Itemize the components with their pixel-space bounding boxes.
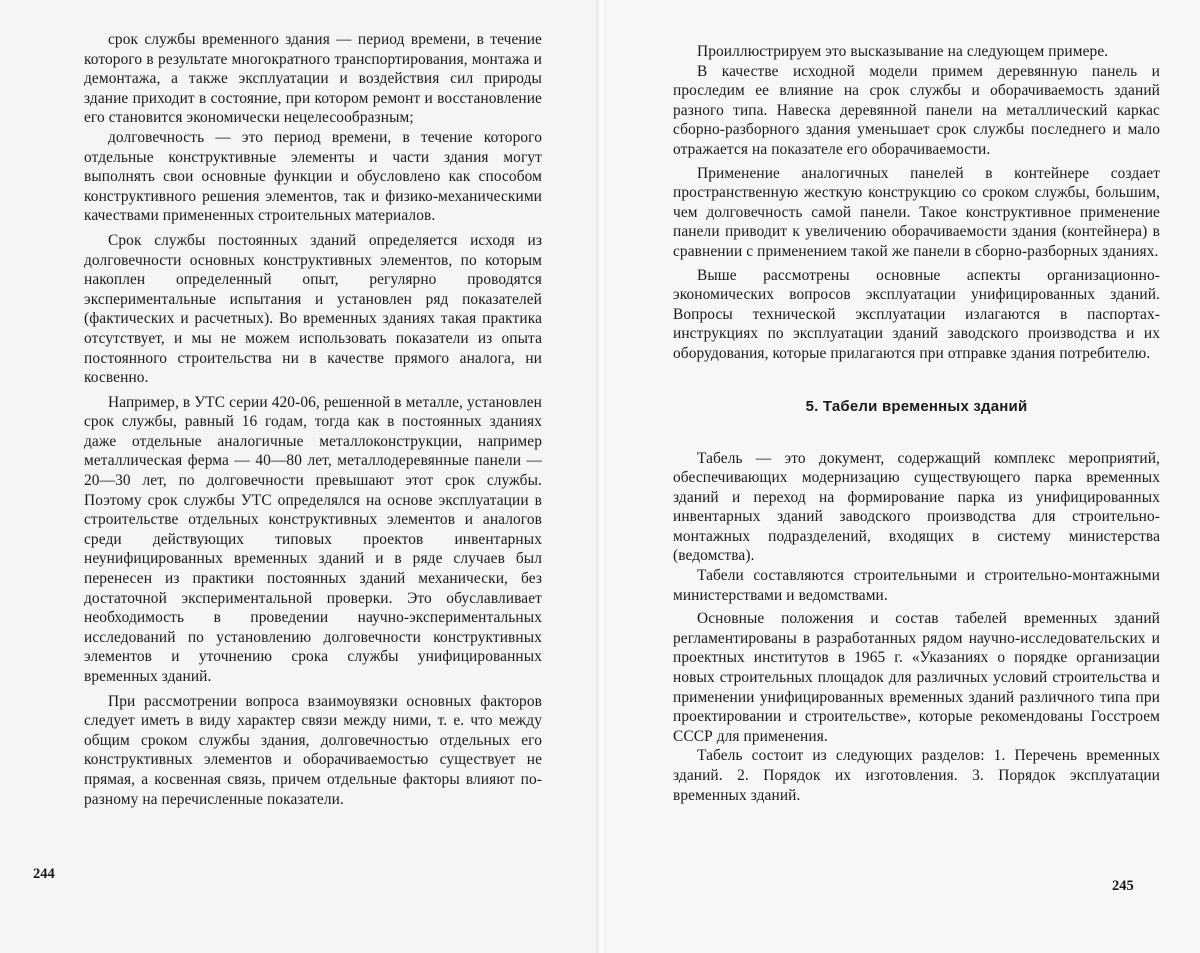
section-heading: 5. Табели временных зданий xyxy=(805,397,1028,415)
right-paragraph-1: Проиллюстрируем это высказывание на следующем примере. xyxy=(697,43,1109,60)
right-paragraph-2: В качестве исходной модели примем деревянную панель и проследим ее влияние на срок службы и оборачиваемость зданий разного типа. Навеска деревянной панели на металлический каркас сборно-разборного здания уменьшает срок службы последнего и мало отражается на показателе его оборачиваемости. xyxy=(673,62,1160,158)
left-paragraph-3: Срок службы постоянных зданий определяется исходя из долговечности основных конструктивных элементов, по которым накоплен определенный опыт, регулярно проводятся экспериментальные испытания и установлен ряд показателей (фактических и расчетных). Во временных зданиях такая практика отсутствует, и мы не можем использовать показатели из опыта постоянного строительства ни в качестве прямого аналога, ни косвенно. xyxy=(84,231,542,387)
left-paragraph-5: При рассмотрении вопроса взаимоувязки основных факторов следует иметь в виду характер связи между ними, т. е. что между общим сроком службы здания, долговечностью отдельных его конструктивных элементов и оборачиваемостью существует не прямая, а косвенная связь, причем отдельные факторы влияют по-разному на перечисленные показатели. xyxy=(84,692,542,808)
right-paragraph-7: Основные положения и состав табелей временных зданий регламентированы в разработанных рядом научно-исследовательских и проектных институтов в 1965 г. «Указаниях о порядке организации новых строительных площадок для различных условий строительства и применении унифицированных временных зданий различного типа при проектировании и строительстве», которые рекомендованы Госстроем СССР для применения. xyxy=(673,610,1160,745)
right-paragraph-5: Табель — это документ, содержащий комплекс мероприятий, обеспечивающих модернизацию существующего парка временных зданий и переход на формирование парка из унифицированных инвентарных зданий заводского производства для строительно-монтажных подразделений, входящих в систему министерства (ведомства). xyxy=(673,449,1160,565)
left-paragraph-2: долговечность — это период времени, в течение которого отдельные конструктивные элементы и части здания могут выполнять свои основные функции и обусловлено как способом конструктивного решения элементов, так и физико-механическими качествами примененных строительных материалов. xyxy=(84,128,542,225)
page-number-right: 245 xyxy=(1112,878,1134,894)
right-paragraph-4: Выше рассмотрены основные аспекты организационно-экономических вопросов эксплуатации унифицированных зданий. Вопросы технической эксплуатации излагаются в паспортах-инструкциях по эксплуатации зданий заводского производства и их оборудования, которые прилагаются при отправке здания потребителю. xyxy=(673,266,1160,362)
book-gutter xyxy=(596,0,606,953)
page-number-left: 244 xyxy=(33,866,55,882)
right-paragraph-8: Табель состоит из следующих разделов: 1. Перечень временных зданий. 2. Порядок их изготовления. 3. Порядок эксплуатации временных зданий. xyxy=(673,747,1160,804)
right-paragraph-3: Применение аналогичных панелей в контейнере создает пространственную жесткую конструкцию со сроком службы, большим, чем долговечность самой панели. Такое конструктивное применение панели приводит к увеличению оборачиваемости здания (контейнера) в сравнении с применением такой же панели в сборно-разборных зданиях. xyxy=(673,164,1160,260)
left-paragraph-1: срок службы временного здания — период времени, в течение которого в результате многократного транспортирования, монтажа и демонтажа, а также эксплуатации и воздействия сил природы здание приходит в состояние, при котором ремонт и восстановление его становится экономически нецелесообразным; xyxy=(84,31,542,127)
right-page xyxy=(600,0,1200,953)
right-paragraph-6: Табели составляются строительными и строительно-монтажными министерствами и ведомствами. xyxy=(673,567,1160,604)
left-paragraph-4: Например, в УТС серии 420-06, решенной в металле, установлен срок службы, равный 16 годам, тогда как в постоянных зданиях даже отдельные аналогичные металлоконструкции, например металлическая ферма — 40—80 лет, металлодеревянные панели — 20—30 лет, по долговечности превышают этот срок службы. Поэтому срок службы УТС определялся на основе эксплуатации в строительстве отдельных конструктивных элементов и аналогов среди действующих типовых проектов инвентарных неунифицированных временных зданий и в ряде случаев был перенесен из практики постоянных зданий механически, без достаточной экспериментальной проверки. Это обуславливает необходимость в проведении научно-экспериментальных исследований по установлению долговечности конструктивных элементов и уточнению срока службы унифицированных временных зданий. xyxy=(84,393,542,685)
